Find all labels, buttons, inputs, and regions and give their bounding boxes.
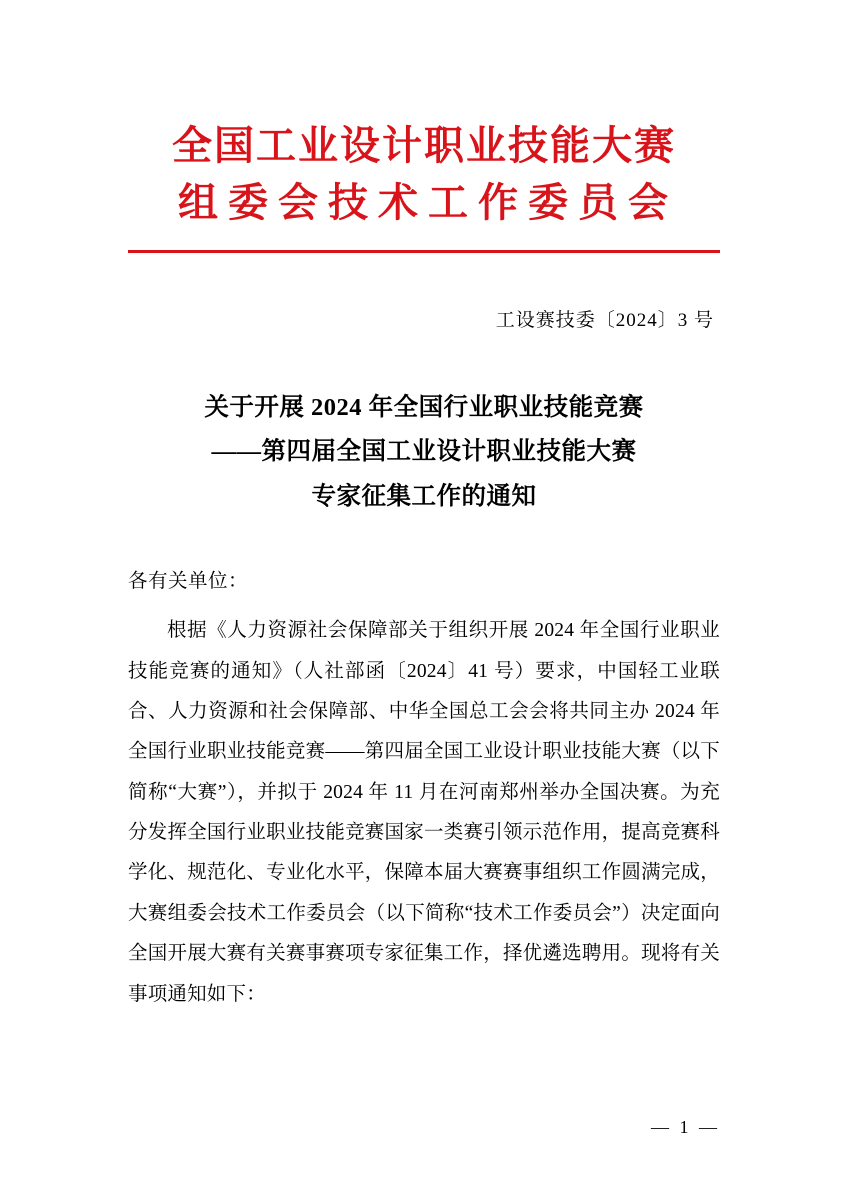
body-paragraph-1: 根据《人力资源社会保障部关于组织开展 2024 年全国行业职业技能竞赛的通知》（人社部函〔2024〕41 号）要求，中国轻工业联合、人力资源和社会保障部、中华全国总工会会将共同主办 2024 年全国行业职业技能竞赛——第四届全国工业设计职业技能大赛（以下简称“大赛”），并拟于 2024 年 11 月在河南郑州举办全国决赛。为充分发挥全国行业职业技能竞赛国家一类赛引领示范作用，提高竞赛科学化、规范化、专业化水平，保障本届大赛赛事组织工作圆满完成，大赛组委会技术工作委员会（以下简称“技术工作委员会”）决定面向全国开展大赛有关赛事赛项专家征集工作，择优遴选聘用。现将有关事项通知如下： (128, 620, 720, 1005)
document-number: 工设赛技委〔2024〕3 号 (495, 309, 714, 331)
salutation: 各有关单位： (128, 571, 249, 593)
title-line-2: ——第四届全国工业设计职业技能大赛 (211, 438, 637, 466)
page-number: — 1 — (651, 1117, 720, 1137)
red-divider-rule (128, 250, 720, 253)
title-line-1: 关于开展 2024 年全国行业职业技能竞赛 (204, 393, 644, 421)
title-line-3: 专家征集工作的通知 (311, 482, 537, 510)
letterhead-line-1: 全国工业设计职业技能大赛 (172, 123, 676, 169)
letterhead (128, 0, 720, 253)
page-title (128, 386, 720, 520)
letterhead-line-2: 组委会技术工作委员会 (178, 179, 678, 226)
